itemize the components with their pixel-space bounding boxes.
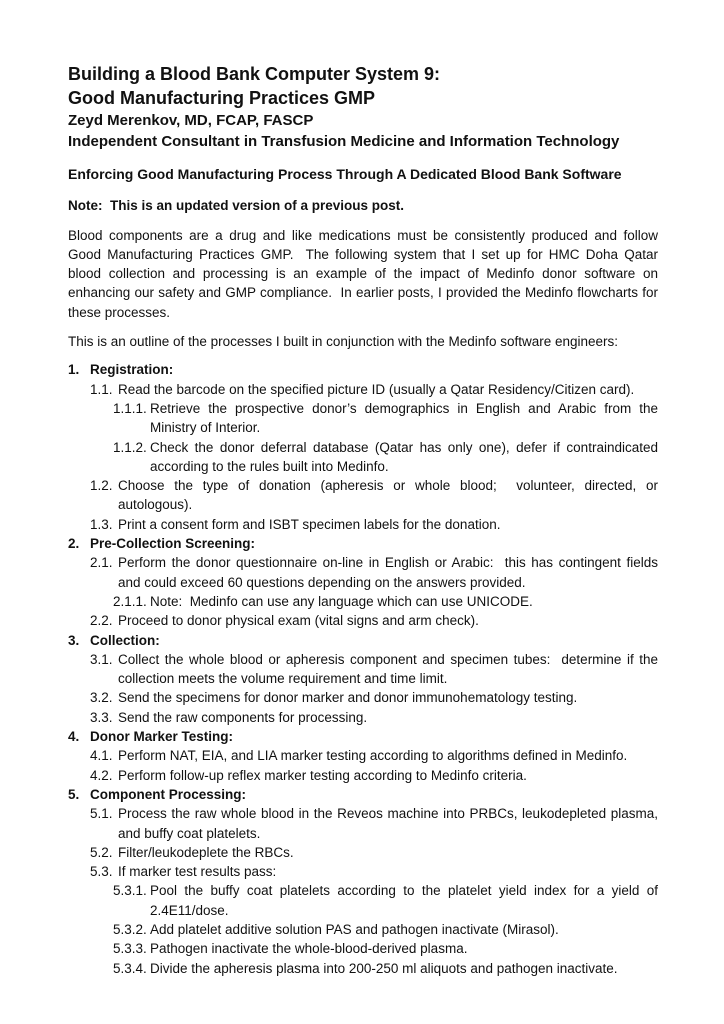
list-item-number: 5.3.4.: [113, 960, 147, 976]
list-item: [68, 862, 658, 881]
list-item: [68, 804, 658, 843]
list-item-text: Proceed to donor physical exam (vital signs and arm check).: [118, 613, 479, 629]
list-item-text: Perform the donor questionnaire on-line in English or Arabic: this has contingent fields and could exceed 60 questions depending on the answers provided.: [118, 555, 658, 590]
list-item-text: Pre-Collection Screening:: [90, 536, 256, 552]
list-item-number: 3.2.: [90, 690, 113, 706]
list-item-text: Choose the type of donation (apheresis or whole blood; volunteer, directed, or autologous).: [118, 478, 658, 513]
list-item-text: Filter/leukodeplete the RBCs.: [118, 844, 294, 860]
list-item-text: Add platelet additive solution PAS and pathogen inactivate (Mirasol).: [150, 921, 559, 937]
intro-paragraph: Blood components are a drug and like medications must be consistently produced and follow Good Manufacturing Practices GMP. The following system that I set up for HMC Doha Qatar blood collection and processing is an example of the impact of Medinfo donor software on enhancing our safety and GMP compliance. In earlier posts, I provided the Medinfo flowcharts for these processes.: [68, 227, 658, 320]
list-item-number: 5.3.1.: [113, 883, 147, 899]
list-item: [68, 631, 658, 650]
list-item: [68, 785, 658, 804]
title-line-1: Building a Blood Bank Computer System 9:: [68, 64, 441, 84]
list-item: [68, 650, 658, 689]
list-item-number: 4.2.: [90, 767, 113, 783]
list-item-number: 5.1.: [90, 806, 113, 822]
list-item-number: 1.2.: [90, 478, 113, 494]
list-item-number: 1.1.: [90, 381, 113, 397]
list-item-text: Read the barcode on the specified picture ID (usually a Qatar Residency/Citizen card).: [118, 381, 635, 397]
author-role: Independent Consultant in Transfusion Medicine and Information Technology: [68, 133, 620, 150]
list-item: [68, 746, 658, 765]
list-item-number: 2.2.: [90, 613, 113, 629]
list-item-text: Registration:: [90, 362, 174, 378]
list-item: [68, 553, 658, 592]
list-item: [68, 881, 658, 920]
list-item: [68, 611, 658, 630]
list-item-text: Retrieve the prospective donor’s demographics in English and Arabic from the Ministry of Interior.: [150, 400, 658, 436]
list-item-text: Pool the buffy coat platelets according to the platelet yield index for a yield of 2.4E11/dose.: [150, 883, 658, 918]
list-item: [68, 360, 658, 379]
list-item-number: 1.: [68, 362, 80, 378]
title-line-2: Good Manufacturing Practices GMP: [68, 88, 376, 108]
outline-intro: This is an outline of the processes I built in conjunction with the Medinfo software engineers:: [68, 334, 619, 350]
list-item-text: Pathogen inactivate the whole-blood-derived plasma.: [150, 941, 468, 957]
list-item: [68, 766, 658, 785]
list-item: [68, 843, 658, 862]
list-item-text: Component Processing:: [90, 786, 247, 802]
list-item: [68, 727, 658, 746]
document-title: [68, 62, 658, 110]
list-item: [68, 708, 658, 727]
list-item-text: Perform follow-up reflex marker testing according to Medinfo criteria.: [118, 767, 527, 783]
list-item: [68, 534, 658, 553]
list-item-number: 5.3.3.: [113, 941, 147, 957]
list-item-text: Check the donor deferral database (Qatar has only one), defer if contraindicated according to the rules built into Medinfo.: [150, 439, 658, 474]
author-name: Zeyd Merenkov, MD, FCAP, FASCP: [68, 112, 314, 129]
list-item-number: 5.2.: [90, 844, 113, 860]
outline-list: [68, 360, 658, 978]
list-item-text: Perform NAT, EIA, and LIA marker testing according to algorithms defined in Medinfo.: [118, 748, 628, 764]
list-item-number: 1.1.2.: [113, 439, 147, 455]
list-item-number: 2.1.1.: [113, 593, 147, 609]
list-item-number: 3.: [68, 632, 80, 648]
list-item-text: Send the specimens for donor marker and donor immunohematology testing.: [118, 690, 578, 706]
list-item-number: 4.1.: [90, 748, 113, 764]
list-item-number: 1.1.1.: [113, 400, 147, 416]
list-item-text: Collect the whole blood or apheresis component and specimen tubes: determine if the collection meets the volume requirement and time limit.: [118, 651, 658, 687]
list-item-text: Send the raw components for processing.: [118, 709, 368, 725]
list-item: [68, 688, 658, 707]
document-content: [68, 62, 658, 978]
list-item-text: If marker test results pass:: [118, 864, 277, 880]
list-item: [68, 399, 658, 438]
section-subtitle: Enforcing Good Manufacturing Process Through A Dedicated Blood Bank Software: [68, 166, 622, 182]
list-item-text: Print a consent form and ISBT specimen labels for the donation.: [118, 516, 501, 532]
list-item-text: Process the raw whole blood in the Reveos machine into PRBCs, leukodepleted plasma, and buffy coat platelets.: [118, 806, 658, 841]
list-item-number: 5.3.: [90, 864, 113, 880]
list-item-number: 1.3.: [90, 516, 113, 532]
list-item: [68, 515, 658, 534]
list-item: [68, 476, 658, 515]
list-item: [68, 959, 658, 978]
list-item-number: 2.1.: [90, 555, 113, 571]
list-item-number: 3.1.: [90, 651, 113, 667]
list-item: [68, 592, 658, 611]
list-item-text: Divide the apheresis plasma into 200-250 ml aliquots and pathogen inactivate.: [150, 960, 618, 976]
note-line: Note: This is an updated version of a previous post.: [68, 198, 405, 214]
list-item: [68, 939, 658, 958]
list-item-number: 4.: [68, 729, 80, 745]
list-item: [68, 920, 658, 939]
list-item-number: 5.: [68, 786, 80, 802]
list-item-number: 5.3.2.: [113, 921, 147, 937]
list-item: [68, 438, 658, 477]
list-item-text: Donor Marker Testing:: [90, 729, 234, 745]
list-item-text: Collection:: [90, 632, 160, 648]
list-item-text: Note: Medinfo can use any language which can use UNICODE.: [150, 593, 533, 609]
list-item-number: 2.: [68, 536, 80, 552]
list-item: [68, 380, 658, 399]
list-item-number: 3.3.: [90, 709, 113, 725]
